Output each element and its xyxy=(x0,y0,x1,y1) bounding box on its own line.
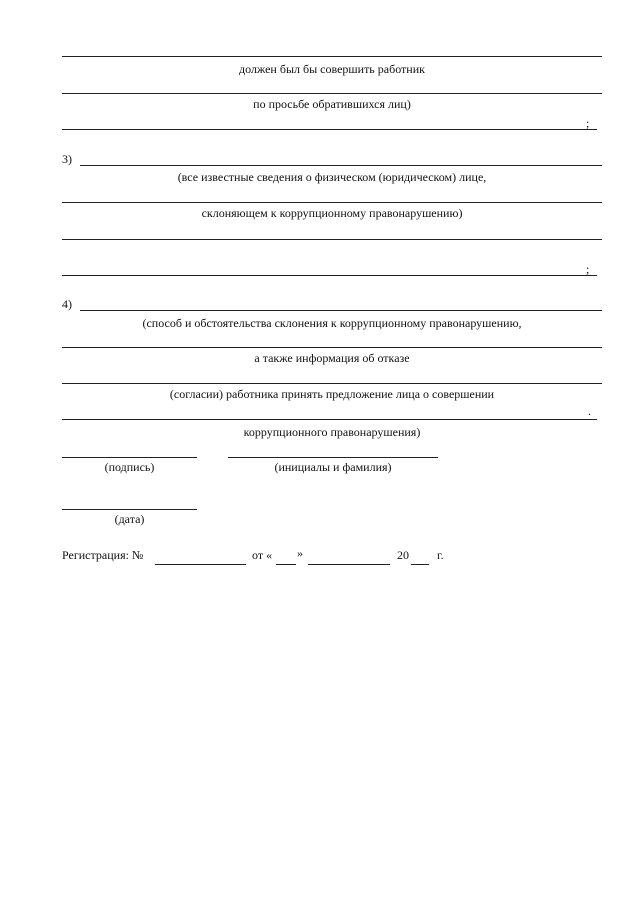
end-mark: ; xyxy=(586,262,590,276)
item-number: 4) xyxy=(62,297,72,311)
signature-caption: (подпись) xyxy=(104,460,155,474)
registration-day-line[interactable] xyxy=(276,564,296,565)
name-line[interactable] xyxy=(228,457,438,458)
end-mark: ; xyxy=(586,116,590,130)
fill-line[interactable] xyxy=(62,383,602,384)
fill-line[interactable] xyxy=(62,347,602,348)
registration-year-prefix: 20 xyxy=(397,548,409,562)
field-caption: (все известные сведения о физическом (юридическом) лице, xyxy=(177,170,487,184)
field-caption: (способ и обстоятельства склонения к коррупционному правонарушению, xyxy=(142,316,522,330)
fill-line[interactable] xyxy=(62,56,602,57)
field-caption: по просьбе обратившихся лиц) xyxy=(253,97,411,111)
end-mark: . xyxy=(588,404,591,418)
registration-label: Регистрация: № xyxy=(62,548,144,562)
fill-line[interactable] xyxy=(62,239,602,240)
field-caption: коррупционного правонарушения) xyxy=(243,425,421,439)
fill-line[interactable] xyxy=(80,310,602,311)
fill-line[interactable] xyxy=(62,202,602,203)
field-caption: (согласии) работника принять предложение лица о совершении xyxy=(169,387,495,401)
field-caption: должен был бы совершить работник xyxy=(239,62,425,76)
registration-year-line[interactable] xyxy=(411,564,429,565)
field-caption: склоняющем к коррупционному правонарушению) xyxy=(201,206,463,220)
fill-line[interactable] xyxy=(62,129,597,130)
signature-line[interactable] xyxy=(62,457,197,458)
registration-close-quote: » xyxy=(297,546,303,560)
fill-line[interactable] xyxy=(62,419,597,420)
date-caption: (дата) xyxy=(114,512,145,526)
date-line[interactable] xyxy=(62,509,197,510)
registration-from-label: от « xyxy=(252,548,273,562)
fill-line[interactable] xyxy=(80,165,602,166)
registration-number-line[interactable] xyxy=(155,564,246,565)
fill-line[interactable] xyxy=(62,93,602,94)
registration-year-suffix: г. xyxy=(437,548,444,562)
fill-line[interactable] xyxy=(62,275,597,276)
field-caption: а также информация об отказе xyxy=(254,351,410,365)
name-caption: (инициалы и фамилия) xyxy=(274,460,392,474)
item-number: 3) xyxy=(62,152,72,166)
registration-month-line[interactable] xyxy=(308,564,390,565)
